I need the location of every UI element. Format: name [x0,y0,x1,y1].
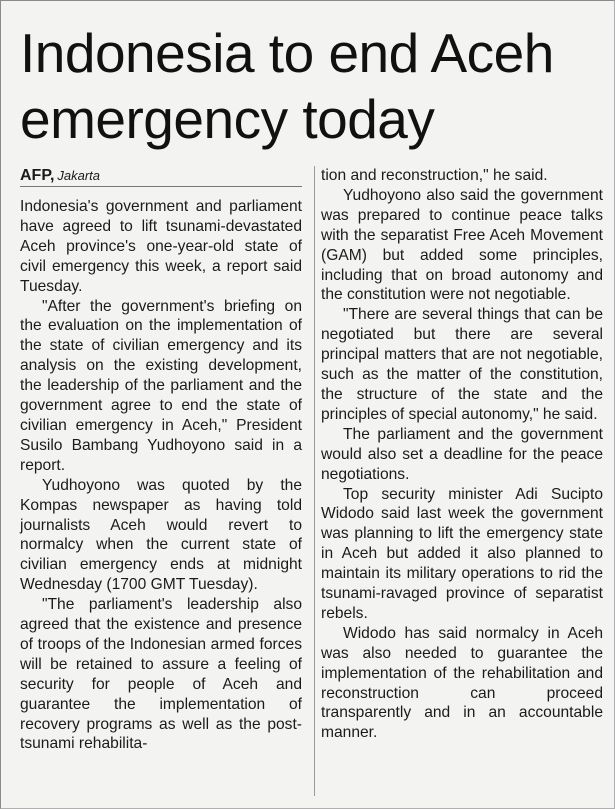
paragraph-continued: tion and reconstruction," he said. [321,167,548,184]
paragraph: Yudhoyono was quoted by the Kompas newspaper as having told journalists Aceh would revert to normalcy when the current state of civilian emergency ends at midnight Wednesday (1700 GMT Tuesday). [20,476,302,594]
paragraph: Top security minister Adi Sucipto Widodo said last week the government was planning to lift the emergency state in Aceh but added it also planned to maintain its military operations to rid the tsunami-ravaged province of separatist rebels. [321,485,603,622]
paragraph: "There are several things that can be negotiated but there are several principal matters that are not negotiable, such as the matter of the constitution, the structure of the state and the principles of special autonomy," he said. [321,306,603,423]
column-divider [314,166,315,796]
column-left [20,166,302,754]
paragraph: "After the government's briefing on the evaluation on the implementation of the state of civilian emergency and its analysis on the existing development, the leadership of the parliament and the government agree to end the state of civilian emergency in Aceh," President Susilo Bambang Yudhoyono said in a report. [20,297,302,474]
byline-place: Jakarta [57,168,101,183]
byline-agency: AFP, [20,167,55,184]
paragraph: Indonesia's government and parliament have agreed to lift tsunami-devastated Aceh province's one-year-old state of civil emergency this week, a report said Tuesday. [20,198,302,295]
headline: Indonesia to end Aceh emergency today [20,22,554,150]
paragraph: Yudhoyono also said the government was prepared to continue peace talks with the separatist Free Aceh Movement (GAM) but added some principles, including that on broad autonomy and the constitution were not negotiable. [321,186,603,304]
paragraph: The parliament and the government would also set a deadline for the peace negotiations. [321,425,603,483]
byline [20,166,302,187]
column-right [321,166,603,743]
paragraph: "The parliament's leadership also agreed that the existence and presence of troops of the Indonesian armed forces will be retained to assure a feeling of security for people of Aceh and guarantee the implementation of recovery programs as well as the post-tsunami rehabilita- [20,596,302,753]
paragraph: Widodo has said normalcy in Aceh was also needed to guarantee the implementation of the rehabilitation and reconstruction can proceed transparently and in an accountable manner. [321,624,603,742]
